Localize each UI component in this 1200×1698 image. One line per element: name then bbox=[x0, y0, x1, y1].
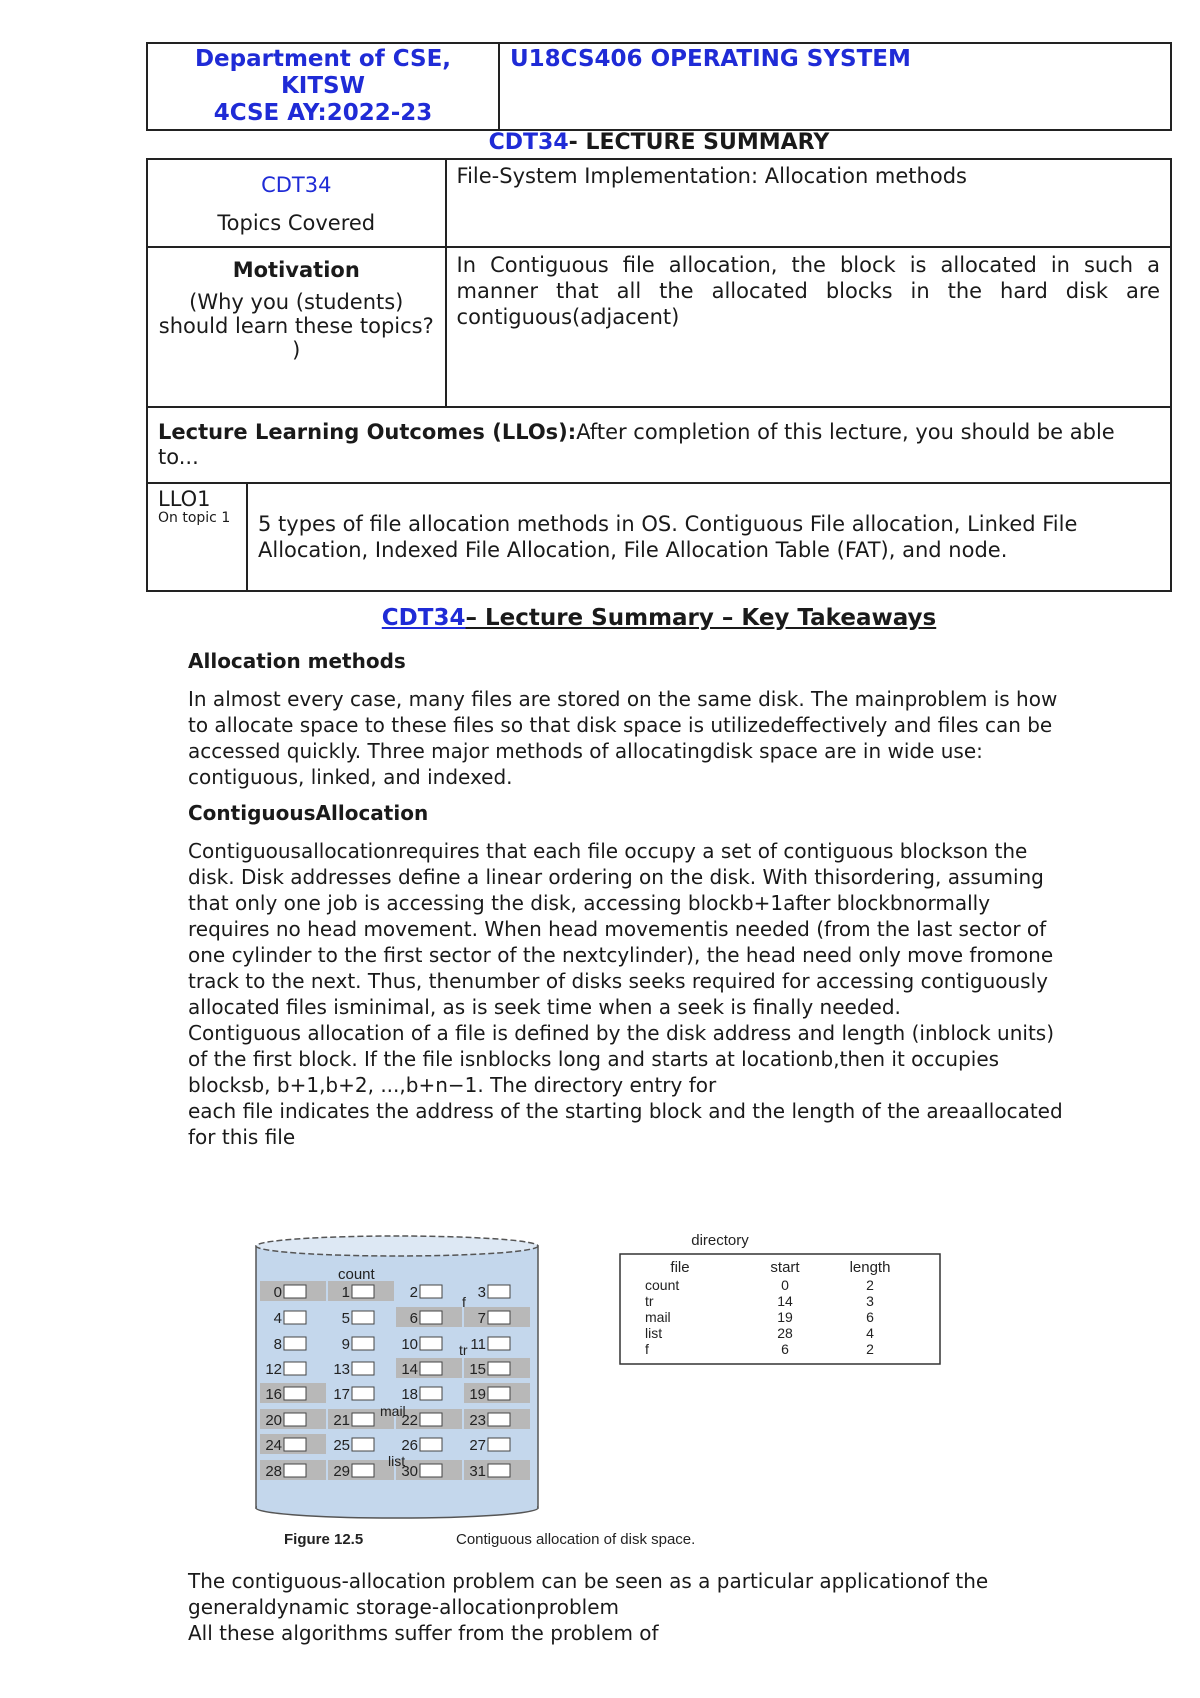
motivation-label: Motivation bbox=[232, 258, 360, 282]
svg-text:14: 14 bbox=[401, 1361, 418, 1378]
contiguous-paragraphs bbox=[188, 838, 1068, 1150]
directory-cell: count bbox=[645, 1277, 680, 1293]
topics-label-cell bbox=[147, 159, 446, 247]
directory-cell: list bbox=[645, 1325, 663, 1341]
disk-block-25 bbox=[333, 1437, 374, 1454]
topics-label: Topics Covered bbox=[217, 211, 376, 235]
paragraph-after-2: All these algorithms suffer from the problem of bbox=[188, 1621, 659, 1645]
svg-text:18: 18 bbox=[401, 1386, 418, 1403]
disk-label-tr: tr bbox=[459, 1342, 468, 1358]
directory-cell: mail bbox=[645, 1309, 671, 1325]
disk-block-19 bbox=[464, 1383, 530, 1403]
disk-block-24 bbox=[260, 1434, 326, 1454]
llo-header-cell bbox=[147, 407, 1171, 483]
heading-allocation-methods: Allocation methods bbox=[188, 649, 406, 673]
directory-col-length: length bbox=[849, 1259, 891, 1276]
svg-text:25: 25 bbox=[333, 1437, 350, 1454]
svg-text:5: 5 bbox=[341, 1310, 350, 1327]
course-cell bbox=[499, 43, 1171, 130]
takeaways-text: – Lecture Summary – Key Takeaways bbox=[465, 605, 937, 631]
topics-code: CDT34 bbox=[261, 173, 332, 197]
disk-block-5 bbox=[342, 1310, 374, 1327]
svg-text:30: 30 bbox=[401, 1463, 418, 1480]
svg-text:9: 9 bbox=[341, 1336, 350, 1353]
disk-block-0 bbox=[260, 1281, 326, 1301]
motivation-value: In Contiguous file allocation, the block is allocated in such a manner that all the allocated blocks in the hard disk are contiguous(adjacent) bbox=[456, 253, 1160, 329]
disk-block-7 bbox=[464, 1307, 530, 1327]
disk-block-2 bbox=[410, 1284, 442, 1301]
svg-text:17: 17 bbox=[333, 1386, 350, 1403]
body-text bbox=[188, 648, 1068, 1150]
directory-cell: 14 bbox=[777, 1293, 793, 1309]
disk-block-26 bbox=[401, 1437, 442, 1454]
disk-block-22 bbox=[396, 1409, 462, 1429]
disk-block-17 bbox=[333, 1386, 374, 1403]
disk-block-16 bbox=[260, 1383, 326, 1403]
disk-block-3 bbox=[478, 1284, 510, 1301]
svg-text:24: 24 bbox=[265, 1437, 282, 1454]
directory-table bbox=[620, 1232, 940, 1364]
disk-block-1 bbox=[328, 1281, 394, 1301]
svg-text:22: 22 bbox=[401, 1412, 418, 1429]
svg-text:20: 20 bbox=[265, 1412, 282, 1429]
svg-text:6: 6 bbox=[409, 1310, 418, 1327]
directory-cell: 3 bbox=[866, 1293, 874, 1309]
paragraph-after-1: The contiguous-allocation problem can be seen as a particular applicationof the generaldynamic storage-allocationproblem bbox=[188, 1569, 989, 1619]
svg-text:0: 0 bbox=[273, 1284, 282, 1301]
disk-block-20 bbox=[260, 1409, 326, 1429]
disk-block-14 bbox=[396, 1358, 462, 1378]
dept-line3: 4CSE AY:2022-23 bbox=[213, 100, 433, 126]
svg-text:27: 27 bbox=[469, 1437, 486, 1454]
svg-text:12: 12 bbox=[265, 1361, 282, 1378]
llo1-value: 5 types of file allocation methods in OS. Contiguous File allocation, Linked File Allocation, Indexed File Allocation, File Allocation Table (FAT), and node. bbox=[258, 512, 1078, 562]
svg-text:3: 3 bbox=[477, 1284, 486, 1301]
dept-line2: KITSW bbox=[280, 73, 365, 99]
takeaways-code: CDT34 bbox=[381, 605, 466, 631]
llo1-value-cell bbox=[247, 483, 1171, 591]
svg-text:4: 4 bbox=[273, 1310, 282, 1327]
heading-contiguous-allocation: ContiguousAllocation bbox=[188, 801, 429, 825]
directory-title: directory bbox=[691, 1232, 749, 1249]
svg-text:11: 11 bbox=[470, 1336, 486, 1353]
directory-cell: 6 bbox=[781, 1341, 789, 1357]
directory-cell: 19 bbox=[777, 1309, 793, 1325]
disk-label-count: count bbox=[338, 1266, 375, 1283]
directory-cell: 2 bbox=[866, 1277, 874, 1293]
after-figure-text bbox=[188, 1568, 1068, 1646]
directory-col-file: file bbox=[670, 1259, 690, 1276]
llo1-sub: On topic 1 bbox=[158, 510, 231, 526]
directory-cell: tr bbox=[645, 1293, 654, 1309]
department-cell bbox=[147, 43, 499, 130]
disk-block-23 bbox=[464, 1409, 530, 1429]
disk-block-12 bbox=[265, 1361, 306, 1378]
paragraph-contiguous-3: each file indicates the address of the starting block and the length of the areaallocated for this file bbox=[188, 1099, 1063, 1149]
llo-header-bold: Lecture Learning Outcomes (LLOs): bbox=[158, 420, 577, 444]
caption-text: Contiguous allocation of disk space. bbox=[456, 1531, 696, 1548]
svg-text:16: 16 bbox=[265, 1386, 282, 1403]
disk-block-9 bbox=[342, 1336, 374, 1353]
summary-title-text: - LECTURE SUMMARY bbox=[568, 130, 830, 155]
directory-cell: 6 bbox=[866, 1309, 874, 1325]
disk-block-6 bbox=[396, 1307, 462, 1327]
disk-block-28 bbox=[260, 1460, 326, 1480]
key-takeaways-title bbox=[146, 605, 1172, 631]
disk-label-list: list bbox=[388, 1453, 406, 1469]
disk-block-27 bbox=[469, 1437, 510, 1454]
figure-contiguous-allocation bbox=[250, 1232, 950, 1552]
header-table bbox=[146, 42, 1172, 131]
directory-cell: 4 bbox=[866, 1325, 874, 1341]
disk-block-8 bbox=[274, 1336, 306, 1353]
disk-block-29 bbox=[328, 1460, 394, 1480]
svg-text:29: 29 bbox=[333, 1463, 350, 1480]
svg-text:10: 10 bbox=[401, 1336, 418, 1353]
directory-cell: 28 bbox=[777, 1325, 793, 1341]
llo1-label: LLO1 bbox=[158, 487, 211, 511]
paragraph-allocation-methods: In almost every case, many files are stored on the same disk. The mainproblem is how to allocate space to these files so that disk space is utilizedeffectively and files can be accessed quickly. Three major methods of allocatingdisk space are in wide use: contiguous, linked, and indexed. bbox=[188, 687, 1058, 789]
topics-value: File-System Implementation: Allocation methods bbox=[456, 164, 967, 188]
svg-text:13: 13 bbox=[333, 1361, 350, 1378]
disk-block-30 bbox=[396, 1460, 462, 1480]
caption-number: Figure 12.5 bbox=[284, 1531, 364, 1548]
svg-text:21: 21 bbox=[333, 1412, 350, 1429]
disk-label-f: f bbox=[462, 1294, 466, 1310]
topics-value-cell bbox=[446, 159, 1171, 247]
paragraph-contiguous-1: Contiguousallocationrequires that each file occupy a set of contiguous blockson the disk. Disk addresses define a linear ordering on the disk. With thisordering, assuming that only one job is accessing the disk, accessing blockb+1after blockbnormally requires no head movement. When head movementis needed (from the last sector of one cylinder to the first sector of the nextcylinder), the head need only move fromone track to the next. Thus, thenumber of disks seeks required for accessing contiguously allocated files isminimal, as is seek time when a seek is finally needed. bbox=[188, 839, 1054, 1019]
disk-block-18 bbox=[401, 1386, 442, 1403]
motivation-sub: (Why you (students) should learn these topics? ) bbox=[158, 290, 434, 362]
course-title: U18CS406 OPERATING SYSTEM bbox=[510, 46, 911, 72]
directory-cell: 2 bbox=[866, 1341, 874, 1357]
svg-text:19: 19 bbox=[469, 1386, 486, 1403]
disk-block-31 bbox=[464, 1460, 530, 1480]
svg-text:15: 15 bbox=[469, 1361, 486, 1378]
llo1-label-cell bbox=[147, 483, 247, 591]
motivation-label-cell bbox=[147, 247, 446, 407]
svg-text:23: 23 bbox=[469, 1412, 486, 1429]
disk-block-4 bbox=[274, 1310, 306, 1327]
svg-text:1: 1 bbox=[341, 1284, 350, 1301]
svg-text:8: 8 bbox=[273, 1336, 282, 1353]
svg-text:31: 31 bbox=[469, 1463, 486, 1480]
svg-text:26: 26 bbox=[401, 1437, 418, 1454]
llo-header-rest: After completion of this lecture, you should be able to... bbox=[158, 420, 1115, 469]
motivation-value-cell bbox=[446, 247, 1171, 407]
svg-text:2: 2 bbox=[409, 1284, 418, 1301]
disk-block-13 bbox=[333, 1361, 374, 1378]
lecture-summary-title bbox=[146, 130, 1172, 155]
directory-cell: f bbox=[645, 1341, 649, 1357]
disk-diagram bbox=[256, 1236, 538, 1518]
svg-text:28: 28 bbox=[265, 1463, 282, 1480]
disk-block-11 bbox=[470, 1336, 510, 1353]
summary-code: CDT34 bbox=[488, 130, 569, 155]
directory-col-start: start bbox=[770, 1259, 800, 1276]
disk-label-mail: mail bbox=[380, 1403, 406, 1419]
disk-block-10 bbox=[401, 1336, 442, 1353]
figure-caption bbox=[284, 1531, 695, 1548]
svg-text:7: 7 bbox=[477, 1310, 486, 1327]
directory-cell: 0 bbox=[781, 1277, 789, 1293]
dept-line1: Department of CSE, bbox=[194, 46, 452, 72]
summary-table bbox=[146, 158, 1172, 592]
paragraph-contiguous-2: Contiguous allocation of a file is defined by the disk address and length (inblock units) of the first block. If the file isnblocks long and starts at locationb,then it occupies blocksb, b+1,b+2, ...,b+n−1. The directory entry for bbox=[188, 1021, 1055, 1097]
disk-block-15 bbox=[464, 1358, 530, 1378]
